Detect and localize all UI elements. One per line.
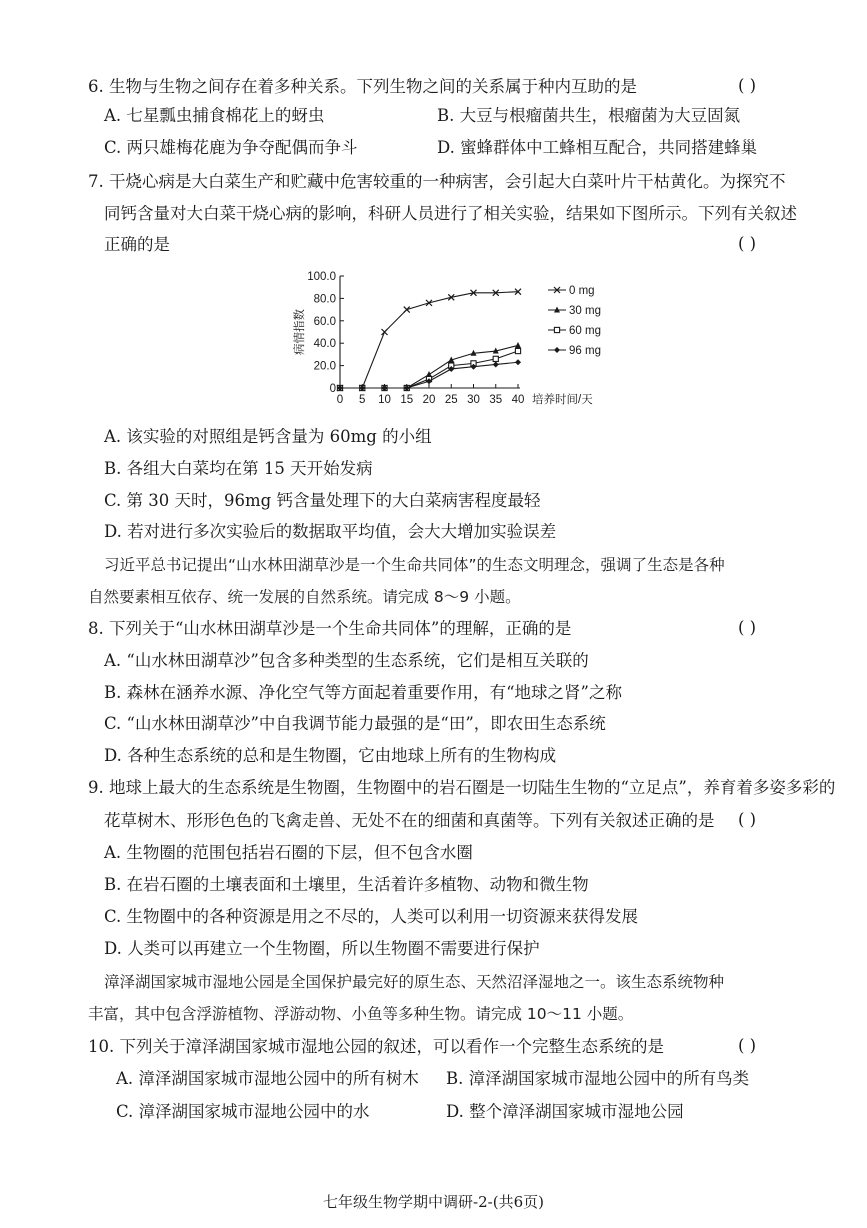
q8-stem: 8. 下列关于“山水林田湖草沙是一个生命共同体”的理解，正确的是 [88,619,572,638]
q10-stem: 10. 下列关于漳泽湖国家城市湿地公园的叙述，可以看作一个完整生态系统的是 [88,1037,664,1056]
q8-option-b: B. 森林在涵养水源、净化空气等方面起着重要作用，有“地球之肾”之称 [104,683,622,702]
x-tick-label: 25 [444,394,458,406]
q7-answer-paren: ( ) [738,234,757,253]
y-tick-label: 60.0 [313,315,336,328]
data-point [554,347,560,353]
q7-option-c: C. 第 30 天时，96mg 钙含量处理下的大白菜病害程度最轻 [104,491,541,510]
y-tick-label: 80.0 [313,293,336,306]
intro-10-11-line-1: 漳泽湖国家城市湿地公园是全国保护最完好的原生态、天然沼泽湿地之一。该生态系统物种 [104,973,725,991]
legend-label: 30 mg [569,305,601,317]
y-tick-label: 0 [329,383,336,395]
q9-option-a: A. 生物圈的范围包括岩石圈的下层，但不包含水圈 [104,843,473,862]
legend-label: 60 mg [569,325,601,337]
data-point [515,342,521,348]
chart-legend [548,285,601,357]
legend-entry [548,345,601,357]
x-tick-label: 15 [400,394,414,406]
chart-series [337,289,521,391]
legend-entry [548,305,601,317]
data-point [382,329,388,335]
q8-answer-paren: ( ) [738,618,757,637]
legend-label: 96 mg [569,345,601,357]
q9-option-b: B. 在岩石圈的土壤表面和土壤里，生活着许多植物、动物和微生物 [104,875,589,894]
x-tick-label: 30 [467,394,480,406]
q9-option-c: C. 生物圈中的各种资源是用之不尽的，人类可以利用一切资源来获得发展 [104,907,639,926]
x-tick-label: 35 [489,394,503,406]
q7-option-b: B. 各组大白菜均在第 15 天开始发病 [104,459,373,478]
intro-10-11-line-2: 丰富，其中包含浮游植物、浮游动物、小鱼等多种生物。请完成 10～11 小题。 [88,1005,634,1023]
legend-entry [548,285,595,297]
q7-option-d: D. 若对进行多次实验后的数据取平均值，会大大增加实验误差 [104,522,557,541]
y-tick-label: 40.0 [313,338,336,351]
q9-answer-paren: ( ) [738,810,757,829]
y-tick-label: 100.0 [307,271,336,283]
q6-option-b: B. 大豆与根瘤菌共生，根瘤菌为大豆固氮 [437,106,741,125]
q9-option-d: D. 人类可以再建立一个生物圈，所以生物圈不需要进行保护 [104,939,540,958]
q10-option-c: C. 漳泽湖国家城市湿地公园中的水 [116,1102,370,1121]
q10-option-a: A. 漳泽湖国家城市湿地公园中的所有树木 [116,1069,419,1088]
q8-option-a: A. “山水林田湖草沙”包含多种类型的生态系统，它们是相互关联的 [104,651,589,670]
q7-option-a: A. 该实验的对照组是钙含量为 60mg 的小组 [104,427,432,446]
q7-stem-line-3: 正确的是 [104,235,170,254]
disease-index-line-chart [290,270,630,410]
x-tick-label: 10 [378,394,391,406]
q6-stem: 6. 生物与生物之间存在着多种关系。下列生物之间的关系属于种内互助的是 [88,77,637,96]
data-point [493,356,498,361]
q9-stem-line-1: 9. 地球上最大的生态系统是生物圈，生物圈中的岩石圈是一切陆生生物的“立足点”，养育着多姿多彩的 [88,778,836,797]
q7-stem-line-1: 7. 干烧心病是大白菜生产和贮藏中危害较重的一种病害，会引起大白菜叶片干枯黄化。为探究不 [88,172,786,191]
legend-entry [548,325,601,337]
q10-option-b: B. 漳泽湖国家城市湿地公园中的所有鸟类 [446,1069,750,1088]
q8-option-c: C. “山水林田湖草沙”中自我调节能力最强的是“田”，即农田生态系统 [104,714,606,733]
y-axis-title: 病情指数 [294,309,306,355]
data-point [515,348,520,353]
data-point [404,307,410,313]
data-point [515,359,521,365]
q7-stem-line-2: 同钙含量对大白菜干烧心病的影响，科研人员进行了相关实验，结果如下图所示。下列有关叙述 [104,204,797,223]
x-tick-label: 0 [336,394,344,406]
q6-option-c: C. 两只雄梅花鹿为争夺配偶而争斗 [104,138,358,157]
q8-option-d: D. 各种生态系统的总和是生物圈，它由地球上所有的生物构成 [104,746,557,765]
q6-option-d: D. 蜜蜂群体中工蜂相互配合，共同搭建蜂巢 [437,138,758,157]
data-point [554,327,559,332]
x-tick-label: 20 [422,394,436,406]
q9-stem-line-2: 花草树木、形形色色的飞禽走兽、无处不在的细菌和真菌等。下列有关叙述正确的是 [104,811,715,830]
q10-option-d: D. 整个漳泽湖国家城市湿地公园 [446,1102,684,1121]
x-tick-label: 40 [511,394,525,406]
x-tick-label: 5 [359,394,366,406]
y-tick-label: 20.0 [313,360,336,373]
legend-label: 0 mg [569,285,595,297]
q6-option-a: A. 七星瓢虫捕食棉花上的蚜虫 [104,106,325,125]
x-axis-title: 培养时间/天 [532,394,593,406]
page-footer: 七年级生物学期中调研-2-(共6页) [323,1193,544,1211]
intro-8-9-line-1: 习近平总书记提出“山水林田湖草沙是一个生命共同体”的生态文明理念，强调了生态是各种 [104,556,725,574]
intro-8-9-line-2: 自然要素相互依存、统一发展的自然系统。请完成 8～9 小题。 [88,588,521,606]
data-point [493,361,499,367]
q10-answer-paren: ( ) [738,1036,757,1055]
q6-answer-paren: ( ) [738,76,757,95]
